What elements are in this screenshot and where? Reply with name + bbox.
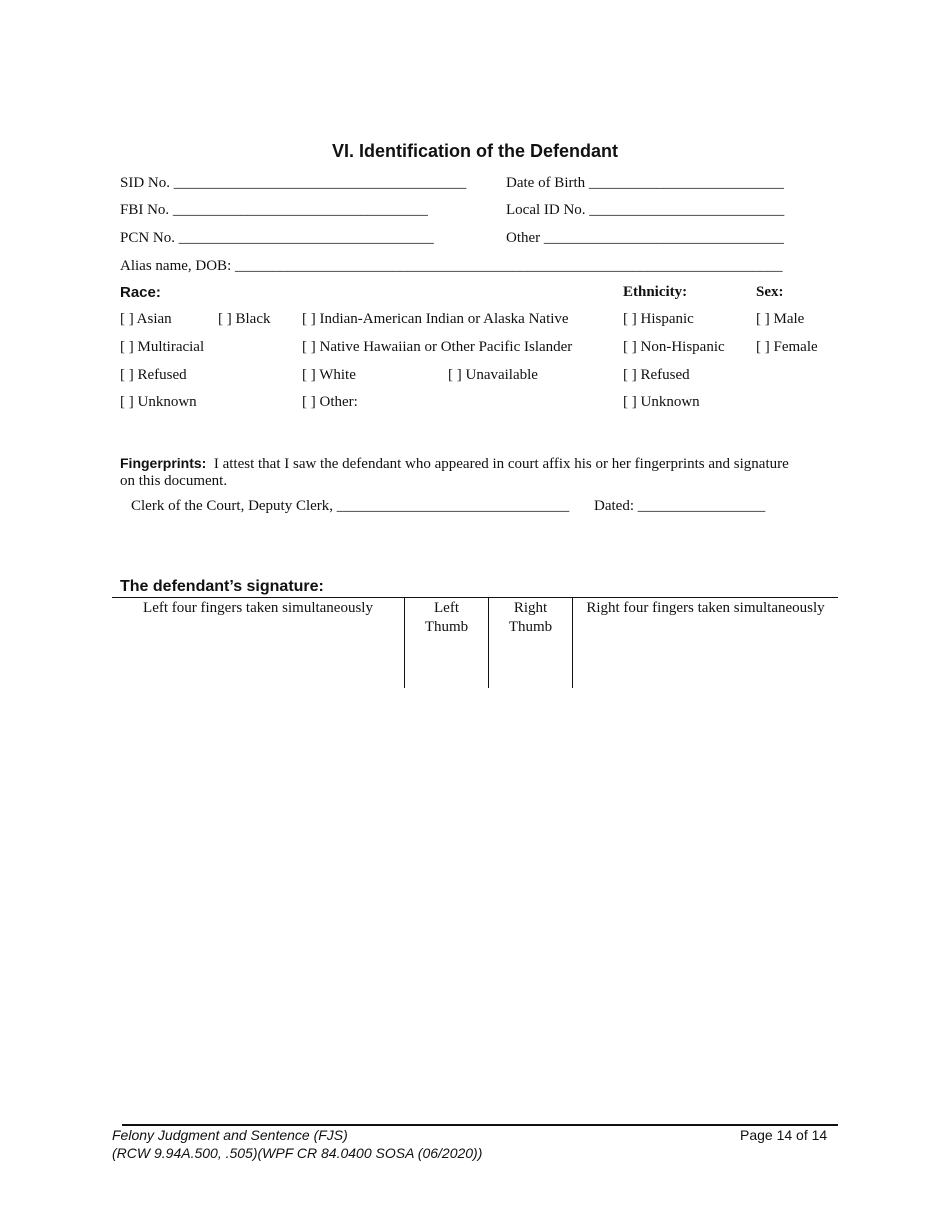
clerk-signature-field[interactable]: Clerk of the Court, Deputy Clerk, _______________________________ xyxy=(131,498,570,514)
right-thumb-label: Right xyxy=(513,600,548,616)
dated-field[interactable]: Dated: _________________ xyxy=(594,498,766,514)
sex-header: Sex: xyxy=(756,284,784,300)
race-unavailable-checkbox[interactable]: [ ] Unavailable xyxy=(448,367,538,383)
other-id-field[interactable]: Other ________________________________ xyxy=(506,230,784,246)
fingerprint-table xyxy=(112,597,838,688)
race-black-checkbox[interactable]: [ ] Black xyxy=(218,311,271,327)
sid-field[interactable]: SID No. _______________________________________ xyxy=(120,175,467,191)
local-id-field[interactable]: Local ID No. __________________________ xyxy=(506,202,785,218)
race-other-checkbox[interactable]: [ ] Other: xyxy=(302,394,358,410)
page-number: Page 14 of 14 xyxy=(740,1127,828,1143)
ethnicity-unknown-checkbox[interactable]: [ ] Unknown xyxy=(623,394,700,410)
race-white-checkbox[interactable]: [ ] White xyxy=(302,367,356,383)
sex-male-checkbox[interactable]: [ ] Male xyxy=(756,311,805,327)
race-hawaiian-checkbox[interactable]: [ ] Native Hawaiian or Other Pacific Islander xyxy=(302,339,573,355)
sex-female-checkbox[interactable]: [ ] Female xyxy=(756,339,818,355)
right-four-fingers-box[interactable] xyxy=(573,598,838,689)
footer-title: Felony Judgment and Sentence (FJS) xyxy=(112,1127,348,1143)
footer-citation: (RCW 9.94A.500, .505)(WPF CR 84.0400 SOSA (06/2020)) xyxy=(112,1145,483,1161)
ethnicity-header: Ethnicity: xyxy=(623,284,688,300)
left-four-fingers-box[interactable] xyxy=(112,598,404,689)
fingerprints-attest-text: I attest that I saw the defendant who appeared in court affix his or her fingerprints and signature xyxy=(213,456,789,472)
pcn-field[interactable]: PCN No. __________________________________ xyxy=(120,230,434,246)
race-multiracial-checkbox[interactable]: [ ] Multiracial xyxy=(120,339,205,355)
race-indian-checkbox[interactable]: [ ] Indian-American Indian or Alaska Native xyxy=(302,311,569,327)
footer-rule xyxy=(122,1124,838,1126)
race-unknown-checkbox[interactable]: [ ] Unknown xyxy=(120,394,197,410)
race-asian-checkbox[interactable]: [ ] Asian xyxy=(120,311,172,327)
race-header: Race: xyxy=(120,284,161,301)
left-thumb-box[interactable] xyxy=(405,598,488,689)
right-thumb-label-2: Thumb xyxy=(508,619,553,635)
fbi-field[interactable]: FBI No. __________________________________ xyxy=(120,202,428,218)
section-title: VI. Identification of the Defendant xyxy=(331,141,618,161)
fingerprints-label: Fingerprints: xyxy=(120,455,207,471)
ethnicity-refused-checkbox[interactable]: [ ] Refused xyxy=(623,367,690,383)
left-thumb-label-2: Thumb xyxy=(424,619,469,635)
ethnicity-non-hispanic-checkbox[interactable]: [ ] Non-Hispanic xyxy=(623,339,725,355)
fingerprints-attestation xyxy=(120,455,789,473)
fingerprints-attest-text-2: on this document. xyxy=(120,473,228,489)
dob-field[interactable]: Date of Birth __________________________ xyxy=(506,175,784,191)
alias-field[interactable]: Alias name, DOB: _________________________________________________________________________ xyxy=(120,258,783,274)
race-refused-checkbox[interactable]: [ ] Refused xyxy=(120,367,187,383)
signature-header: The defendant’s signature: xyxy=(120,578,324,595)
left-four-fingers-label: Left four fingers taken simultaneously xyxy=(143,600,373,616)
ethnicity-hispanic-checkbox[interactable]: [ ] Hispanic xyxy=(623,311,694,327)
right-thumb-box[interactable] xyxy=(489,598,572,689)
left-thumb-label: Left xyxy=(434,600,459,616)
right-four-fingers-label: Right four fingers taken simultaneously xyxy=(586,600,825,616)
